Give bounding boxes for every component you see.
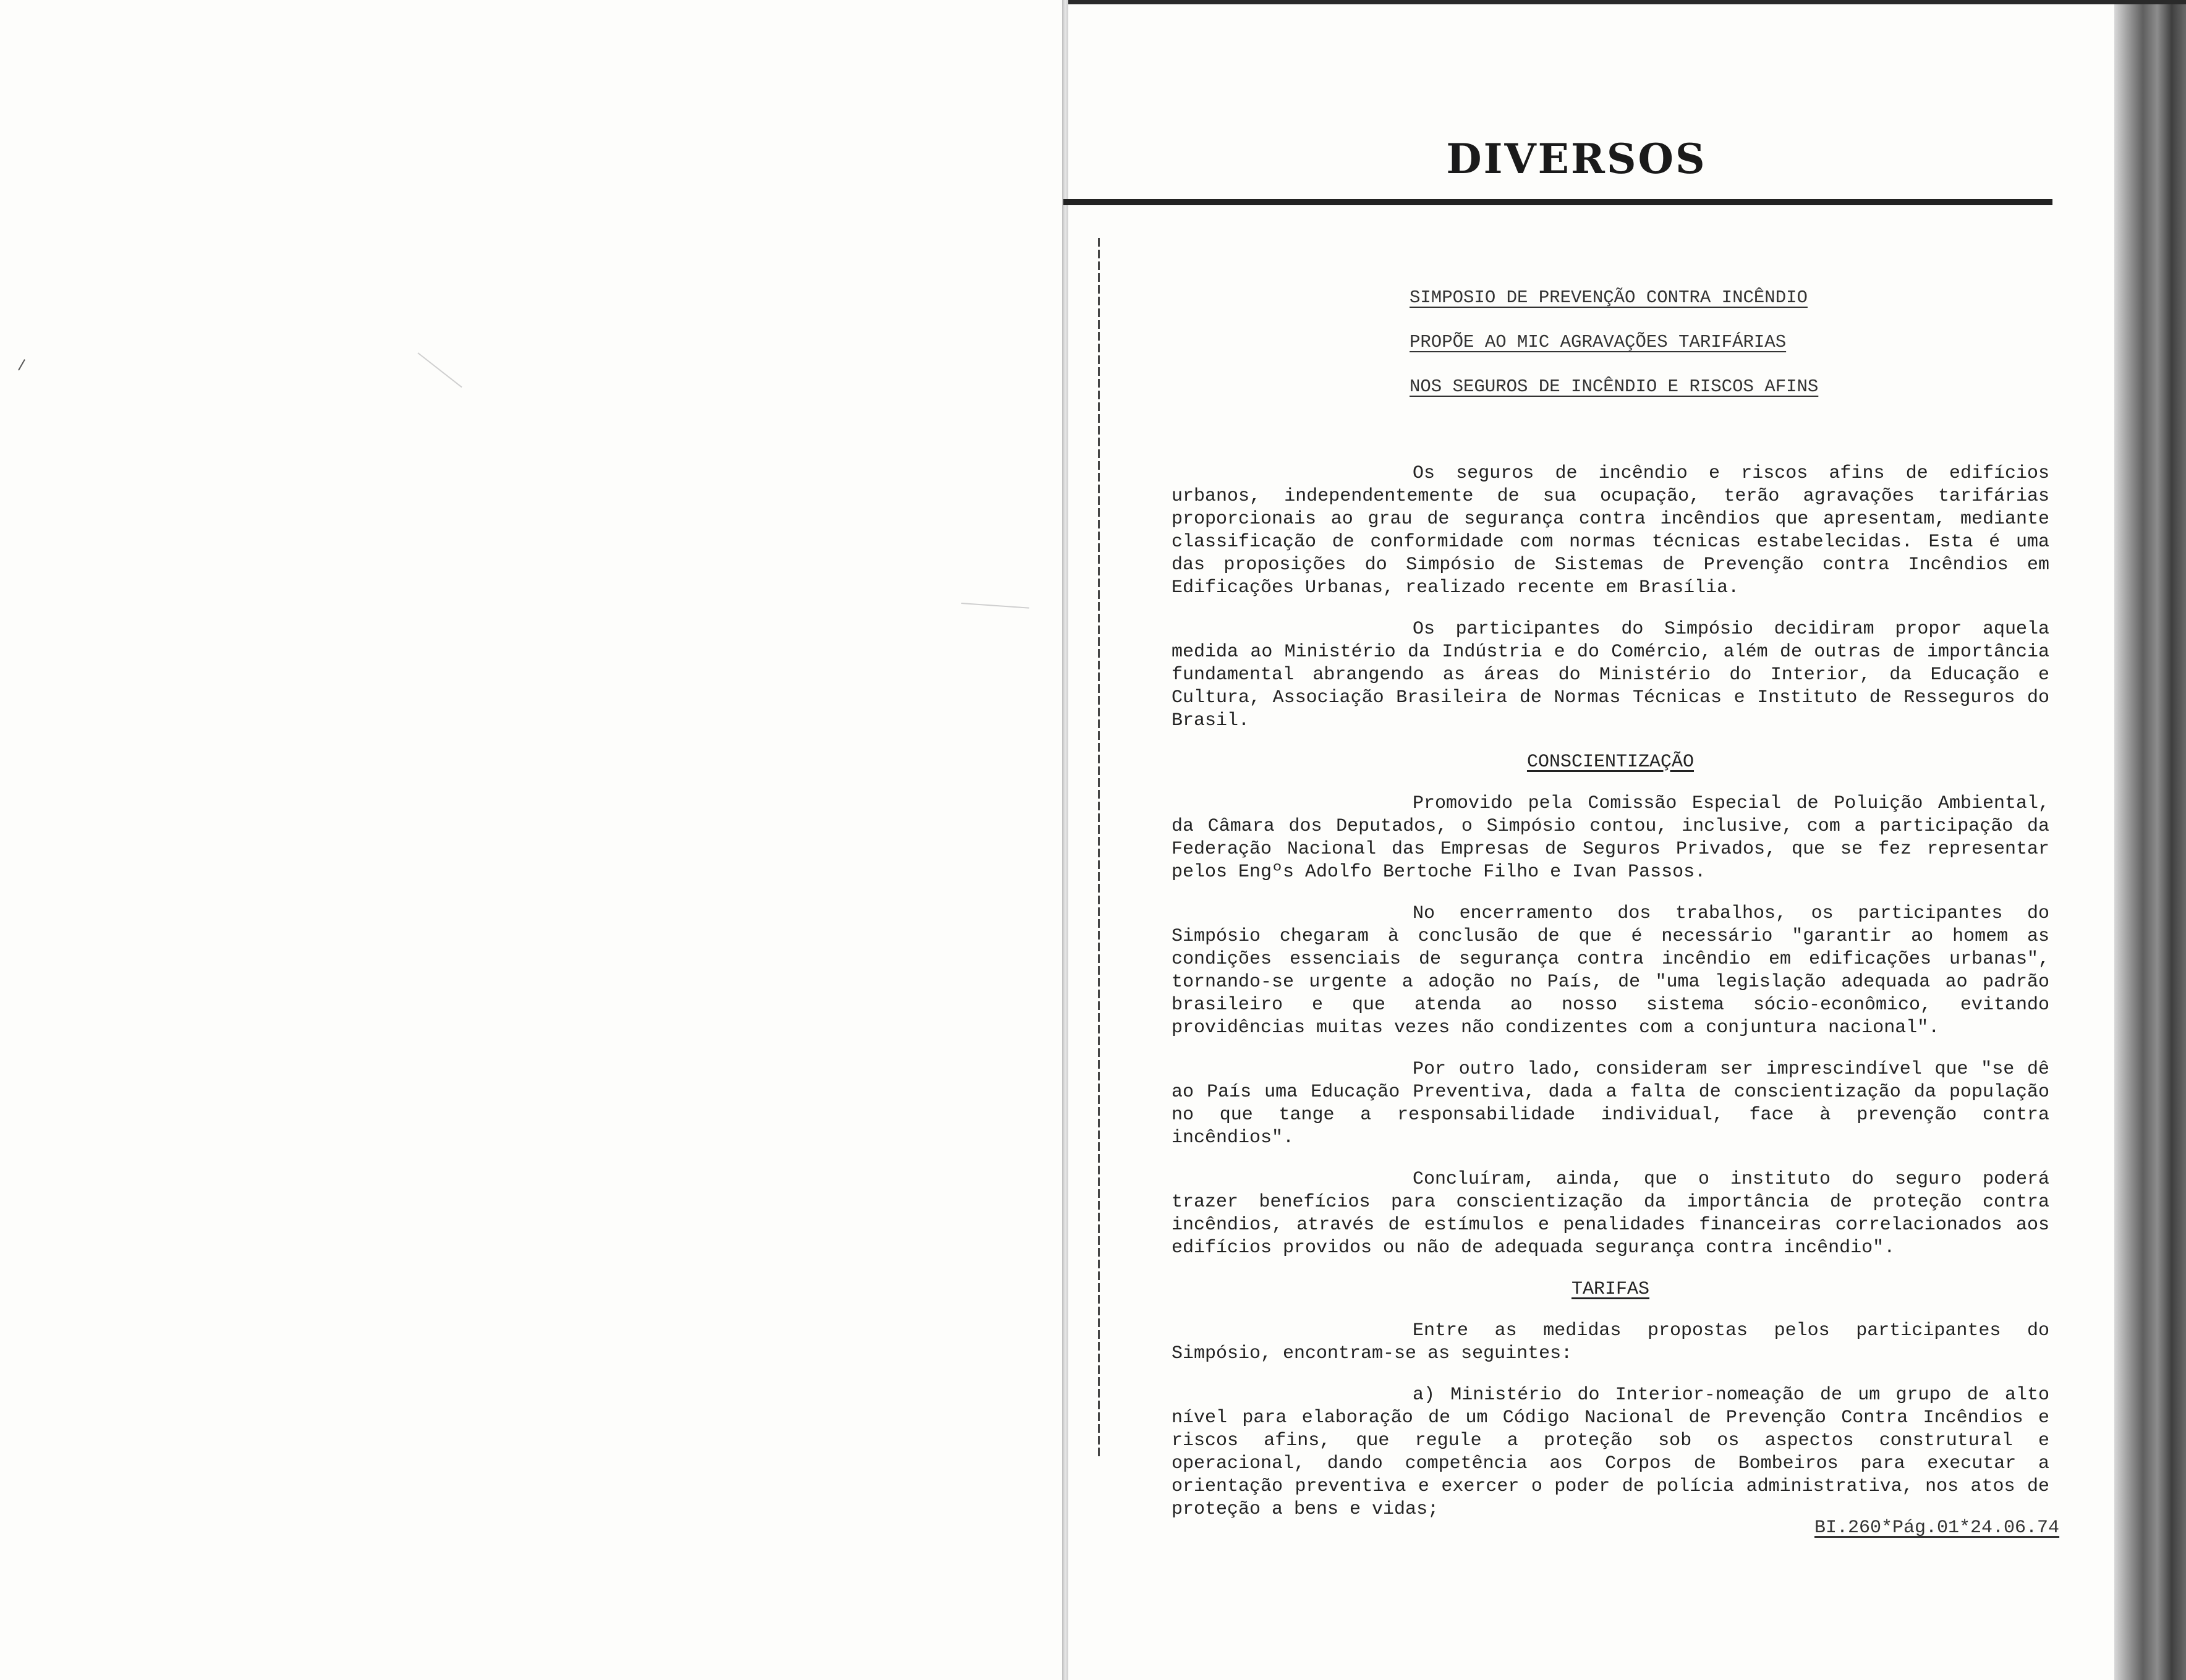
page-edge-stack [2114,0,2186,1680]
left-blank-page [0,0,1062,1680]
paper-mark [18,359,25,370]
paragraph: Os seguros de incêndio e riscos afins de edifícios urbanos, independentemente de sua ocupação, terão agravações tarifárias proporcionais ao grau de segurança contra incêndios que apresentam, mediante classificação de conformidade com normas técnicas estabelecidas. Esta é uma das proposições do Simpósio de Sistemas de Prevenção contra Incêndios em Edificações Urbanas, realizado recente em Brasília. [1172,463,2049,598]
paragraph: Por outro lado, consideram ser imprescindível que "se dê ao País uma Educação Preventiva, dada a falta de conscientização da população no que tange a responsabilidade individual, face à prevenção contra incêndios". [1172,1059,2049,1148]
paragraph: a) Ministério do Interior-nomeação de um grupo de alto nível para elaboração de um Código Nacional de Prevenção Contra Incêndios e riscos afins, que regule a proteção sob os aspectos construtural e operacional, dando competência aos Corpos de Bombeiros para executar a orientação preventiva e exercer o poder de polícia administrativa, nos atos de proteção a bens e vidas; [1172,1385,2049,1520]
paragraph: Entre as medidas propostas pelos participantes do Simpósio, encontram-se as seguintes: [1172,1320,2049,1364]
paragraph: No encerramento dos trabalhos, os participantes do Simpósio chegaram à conclusão de que é necessário "garantir ao homem as condições essenciais de segurança contra incêndio em edificações urbanas", tornando-se urgente a adoção no País, de "uma legislação adequada ao padrão brasileiro e que atenda ao nosso sistema sócio-econômico, evitando providências muitas vezes não condizentes com a conjuntura nacional". [1172,903,2049,1038]
paragraph: Concluíram, ainda, que o instituto do seguro poderá trazer benefícios para conscientização da importância de proteção contra incêndios, através de estímulos e penalidades financeiras correlacionados aos edifícios providos ou não de adequada segurança contra incêndio". [1172,1169,2049,1258]
paper-mark [417,352,462,388]
article-headline [1410,286,1842,419]
paragraph: Os participantes do Simpósio decidiram propor aquela medida ao Ministério da Indústria e do Comércio, além de outras de importância fundamental abrangendo as áreas do Ministério do Interior, da Educação e Cultura, Associação Brasileira de Normas Técnicas e Instituto de Resseguros do Brasil. [1172,619,2049,731]
headline-line: PROPÕE AO MIC AGRAVAÇÕES TARIFÁRIAS [1410,332,1787,352]
top-edge [1068,0,2186,4]
subheading-conscientizacao: CONSCIENTIZAÇÃO [1526,752,1695,773]
paragraph: Promovido pela Comissão Especial de Poluição Ambiental, da Câmara dos Deputados, o Simpósio contou, inclusive, com a participação da Federação Nacional das Empresas de Seguros Privados, que se fez representar pelos Engºs Adolfo Bertoche Filho e Ivan Passos. [1172,793,2049,883]
page-reference: BI.260*Pág.01*24.06.74 [1814,1517,2060,1538]
header-rule [1063,199,2052,205]
book-gutter [1062,0,1068,1680]
paper-mark [961,603,1029,609]
margin-line [1098,238,1100,1459]
headline-line: NOS SEGUROS DE INCÊNDIO E RISCOS AFINS [1410,376,1819,397]
section-title: DIVERSOS [1446,135,1707,183]
article-body [1172,462,2049,1540]
subheading-tarifas: TARIFAS [1571,1279,1650,1300]
headline-line: SIMPOSIO DE PREVENÇÃO CONTRA INCÊNDIO [1410,287,1808,308]
